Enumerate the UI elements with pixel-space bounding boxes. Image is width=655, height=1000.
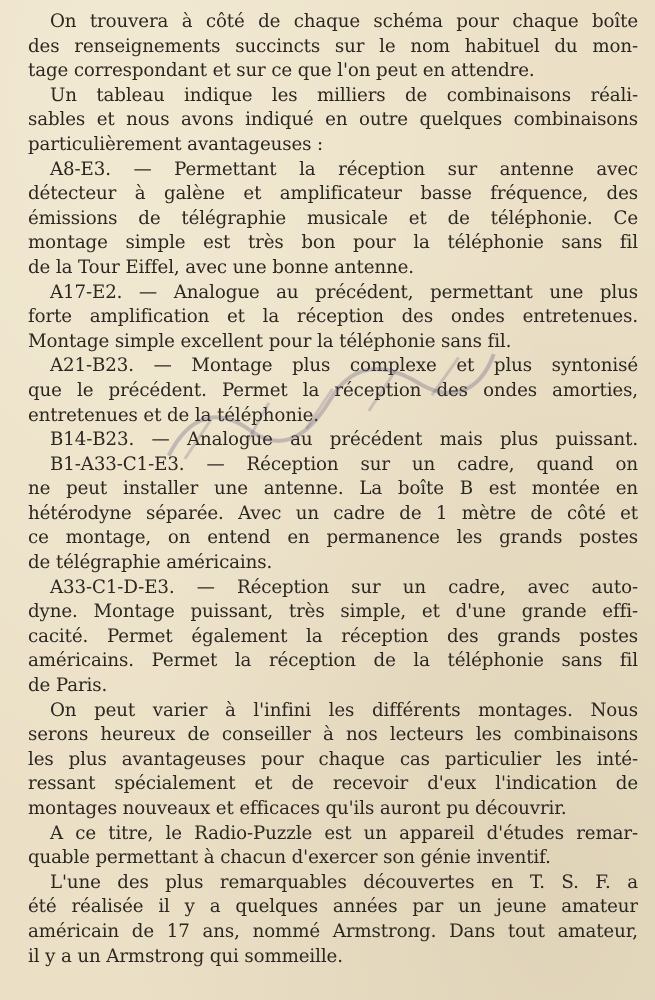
text-line: été réalisée il y a quelques années par un jeune amateur: [28, 896, 638, 918]
text-line: les plus avantageuses pour chaque cas particulier les inté-: [28, 748, 638, 770]
text-line: entretenues et de la téléphonie.: [28, 404, 319, 426]
text-line: forte amplification et la réception des ondes entretenues.: [28, 306, 638, 328]
text-line: américain de 17 ans, nommé Armstrong. Dans tout amateur,: [28, 920, 638, 942]
text-line: cacité. Permet également la réception des grands postes: [28, 625, 638, 647]
text-line: il y a un Armstrong qui sommeille.: [28, 945, 343, 967]
text-line: détecteur à galène et amplificateur basse fréquence, des: [28, 183, 638, 205]
text-line: montages nouveaux et efficaces qu'ils auront pu découvrir.: [28, 798, 567, 819]
text-line: B1-A33-C1-E3. — Réception sur un cadre, quand on: [50, 453, 638, 475]
text-line: dyne. Montage puissant, très simple, et d'une grande effi-: [28, 601, 638, 623]
text-line: sables et nous avons indiqué en outre quelques combinaisons: [28, 109, 638, 131]
text-line: A33-C1-D-E3. — Réception sur un cadre, avec auto-: [50, 576, 638, 598]
text-line: B14-B23. — Analogue au précédent mais plus puissant.: [50, 429, 638, 451]
text-line: A ce titre, le Radio-Puzzle est un appareil d'études remar-: [50, 822, 638, 844]
text-line: montage simple est très bon pour la téléphonie sans fil: [28, 232, 638, 254]
text-line: A21-B23. — Montage plus complexe et plus syntonisé: [50, 355, 638, 377]
text-line: tage correspondant et sur ce que l'on peut en attendre.: [28, 60, 535, 82]
text-line: des renseignements succincts sur le nom habituel du mon-: [28, 35, 638, 57]
text-line: de Paris.: [28, 675, 108, 697]
text-line: que le précédent. Permet la réception des ondes amorties,: [28, 379, 638, 401]
document-text: [28, 10, 638, 969]
text-line: Montage simple excellent pour la téléphonie sans fil.: [28, 330, 512, 352]
text-line: ressant spécialement et de recevoir d'eux l'indication de: [28, 773, 638, 795]
text-line: de télégraphie américains.: [28, 552, 273, 574]
text-line: émissions de télégraphie musicale et de téléphonie. Ce: [28, 207, 638, 229]
text-line: ce montage, on entend en permanence les grands postes: [28, 527, 638, 549]
text-line: serons heureux de conseiller à nos lecteurs les combinaisons: [28, 724, 638, 746]
text-line: A17-E2. — Analogue au précédent, permettant une plus: [50, 281, 638, 303]
text-line: A8-E3. — Permettant la réception sur antenne avec: [50, 158, 638, 180]
text-line: particulièrement avantageuses :: [28, 133, 324, 155]
text-line: On peut varier à l'infini les différents montages. Nous: [50, 699, 638, 721]
text-line: L'une des plus remarquables découvertes en T. S. F. a: [50, 871, 638, 893]
text-line: Un tableau indique les milliers de combinaisons réali-: [50, 84, 638, 106]
text-line: de la Tour Eiffel, avec une bonne antenne.: [28, 256, 414, 278]
text-line: On trouvera à côté de chaque schéma pour chaque boîte: [50, 11, 638, 32]
text-line: hétérodyne séparée. Avec un cadre de 1 mètre de côté et: [28, 502, 638, 524]
text-line: américains. Permet la réception de la téléphonie sans fil: [28, 650, 638, 672]
text-line: ne peut installer une antenne. La boîte B est montée en: [28, 478, 638, 500]
text-line: quable permettant à chacun d'exercer son génie inventif.: [28, 847, 551, 869]
